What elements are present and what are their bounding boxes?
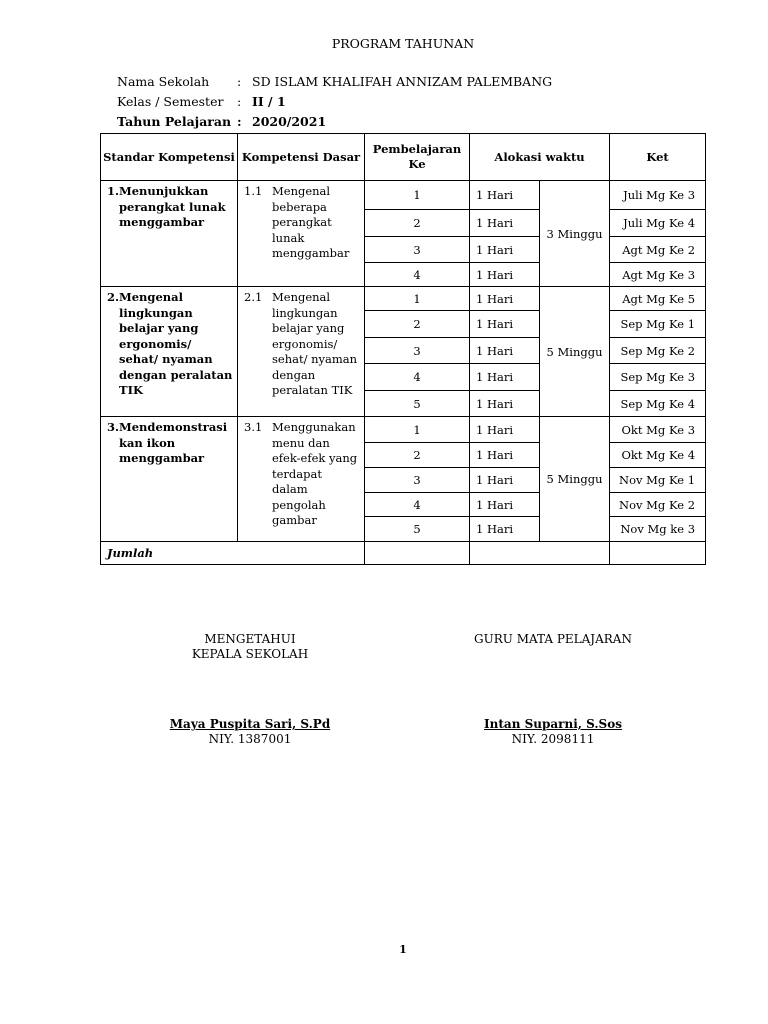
pembelajaran-ke-cell: 2 — [365, 311, 470, 338]
table-body — [101, 181, 706, 565]
sign-left-line1: MENGETAHUI — [204, 632, 296, 646]
ket-cell: Sep Mg Ke 3 — [610, 364, 706, 391]
jumlah-pk-cell — [365, 542, 470, 565]
info-label: Nama Sekolah — [117, 74, 210, 89]
alokasi-hari-cell: 1 Hari — [470, 517, 540, 542]
sign-right-name: Intan Suparni, S.Sos — [484, 717, 622, 731]
pembelajaran-ke-cell: 4 — [365, 493, 470, 517]
ket-cell: Agt Mg Ke 2 — [610, 237, 706, 263]
alokasi-minggu-cell: 5 Minggu — [540, 287, 610, 417]
page-number: 1 — [399, 943, 407, 956]
kd-item — [244, 420, 360, 529]
alokasi-hari-cell: 1 Hari — [470, 493, 540, 517]
alokasi-hari-cell: 1 Hari — [470, 391, 540, 417]
header-ket: Ket — [610, 134, 706, 181]
ket-cell: Juli Mg Ke 4 — [610, 210, 706, 237]
standar-kompetensi-cell — [101, 287, 238, 417]
alokasi-hari-cell: 1 Hari — [470, 443, 540, 468]
kd-text: Mengenal lingkungan belajar yang ergonomis/ sehat/ nyaman dengan peralatan TIK — [272, 290, 358, 397]
sign-left-niy: NIY. 1387001 — [208, 732, 292, 746]
alokasi-minggu-cell: 3 Minggu — [540, 181, 610, 287]
header-standar-kompetensi: Standar Kompetensi — [101, 134, 238, 181]
ket-cell: Sep Mg Ke 2 — [610, 338, 706, 364]
pembelajaran-ke-cell: 2 — [365, 210, 470, 237]
pembelajaran-ke-cell: 3 — [365, 468, 470, 493]
info-value: II / 1 — [252, 94, 286, 109]
alokasi-hari-cell: 1 Hari — [470, 364, 540, 391]
alokasi-hari-cell: 1 Hari — [470, 263, 540, 287]
alokasi-hari-cell: 1 Hari — [470, 237, 540, 263]
info-value: 2020/2021 — [252, 114, 327, 129]
pembelajaran-ke-cell: 1 — [365, 181, 470, 210]
ket-cell: Nov Mg Ke 1 — [610, 468, 706, 493]
sk-number: 2. — [107, 290, 120, 304]
pembelajaran-ke-cell: 2 — [365, 443, 470, 468]
program-table — [100, 133, 706, 565]
jumlah-row — [101, 542, 706, 565]
info-colon: : — [237, 74, 242, 89]
info-colon: : — [237, 94, 242, 109]
table-row — [101, 181, 706, 210]
table-row — [101, 417, 706, 443]
sk-number: 1. — [107, 184, 120, 198]
alokasi-hari-cell: 1 Hari — [470, 181, 540, 210]
jumlah-alokasi-cell — [470, 542, 610, 565]
sk-text: Mendemonstrasi kan ikon menggambar — [119, 420, 228, 465]
kd-text: Mengenal beberapa perangkat lunak menggambar — [272, 184, 350, 260]
page-title: PROGRAM TAHUNAN — [331, 36, 475, 51]
sk-text: Mengenal lingkungan belajar yang ergonomis/ sehat/ nyaman dengan peralatan TIK — [119, 290, 233, 397]
info-colon: : — [237, 114, 242, 129]
pembelajaran-ke-cell: 3 — [365, 338, 470, 364]
pembelajaran-ke-cell: 4 — [365, 364, 470, 391]
alokasi-hari-cell: 1 Hari — [470, 417, 540, 443]
jumlah-ket-cell — [610, 542, 706, 565]
ket-cell: Okt Mg Ke 4 — [610, 443, 706, 468]
kompetensi-dasar-cell — [238, 287, 365, 417]
pembelajaran-ke-cell: 3 — [365, 237, 470, 263]
standar-kompetensi-cell — [101, 181, 238, 287]
pembelajaran-ke-cell: 5 — [365, 517, 470, 542]
pembelajaran-ke-cell: 1 — [365, 287, 470, 311]
sk-text: Menunjukkan perangkat lunak menggambar — [119, 184, 226, 229]
kd-number: 2.1 — [244, 290, 263, 304]
ket-cell: Nov Mg Ke 2 — [610, 493, 706, 517]
alokasi-hari-cell: 1 Hari — [470, 311, 540, 338]
signature-right — [453, 632, 653, 747]
sign-left-line2: KEPALA SEKOLAH — [191, 647, 309, 661]
ket-cell: Juli Mg Ke 3 — [610, 181, 706, 210]
table-row — [101, 287, 706, 311]
standar-kompetensi-cell — [101, 417, 238, 542]
alokasi-hari-cell: 1 Hari — [470, 287, 540, 311]
sign-right-niy: NIY. 2098111 — [511, 732, 595, 746]
signature-left — [150, 632, 350, 747]
pembelajaran-ke-cell: 1 — [365, 417, 470, 443]
ket-cell: Okt Mg Ke 3 — [610, 417, 706, 443]
sk-item — [107, 290, 233, 399]
ket-cell: Nov Mg ke 3 — [610, 517, 706, 542]
kd-text: Menggunakan menu dan efek-efek yang terdapat dalam pengolah gambar — [272, 420, 358, 527]
ket-cell: Agt Mg Ke 5 — [610, 287, 706, 311]
header-pembelajaran-ke: Pembelajaran Ke — [365, 134, 470, 181]
kd-item — [244, 184, 360, 262]
kd-number: 1.1 — [244, 184, 263, 198]
kompetensi-dasar-cell — [238, 181, 365, 287]
sk-number: 3. — [107, 420, 120, 434]
pembelajaran-ke-cell: 4 — [365, 263, 470, 287]
sign-left-name: Maya Puspita Sari, S.Pd — [169, 717, 331, 731]
alokasi-minggu-cell: 5 Minggu — [540, 417, 610, 542]
sk-item — [107, 184, 233, 231]
header-alokasi-waktu: Alokasi waktu — [470, 134, 610, 181]
kd-number: 3.1 — [244, 420, 263, 434]
header-kompetensi-dasar: Kompetensi Dasar — [238, 134, 365, 181]
jumlah-label: Jumlah — [101, 542, 365, 565]
alokasi-hari-cell: 1 Hari — [470, 338, 540, 364]
info-value: SD ISLAM KHALIFAH ANNIZAM PALEMBANG — [252, 74, 553, 89]
alokasi-hari-cell: 1 Hari — [470, 210, 540, 237]
pembelajaran-ke-cell: 5 — [365, 391, 470, 417]
alokasi-hari-cell: 1 Hari — [470, 468, 540, 493]
kd-item — [244, 290, 360, 399]
sign-right-line1: GURU MATA PELAJARAN — [474, 632, 632, 646]
info-label: Tahun Pelajaran — [117, 114, 232, 129]
kompetensi-dasar-cell — [238, 417, 365, 542]
sk-item — [107, 420, 233, 467]
ket-cell: Sep Mg Ke 4 — [610, 391, 706, 417]
table-header-row — [101, 134, 706, 181]
ket-cell: Sep Mg Ke 1 — [610, 311, 706, 338]
info-label: Kelas / Semester — [117, 94, 224, 109]
ket-cell: Agt Mg Ke 3 — [610, 263, 706, 287]
